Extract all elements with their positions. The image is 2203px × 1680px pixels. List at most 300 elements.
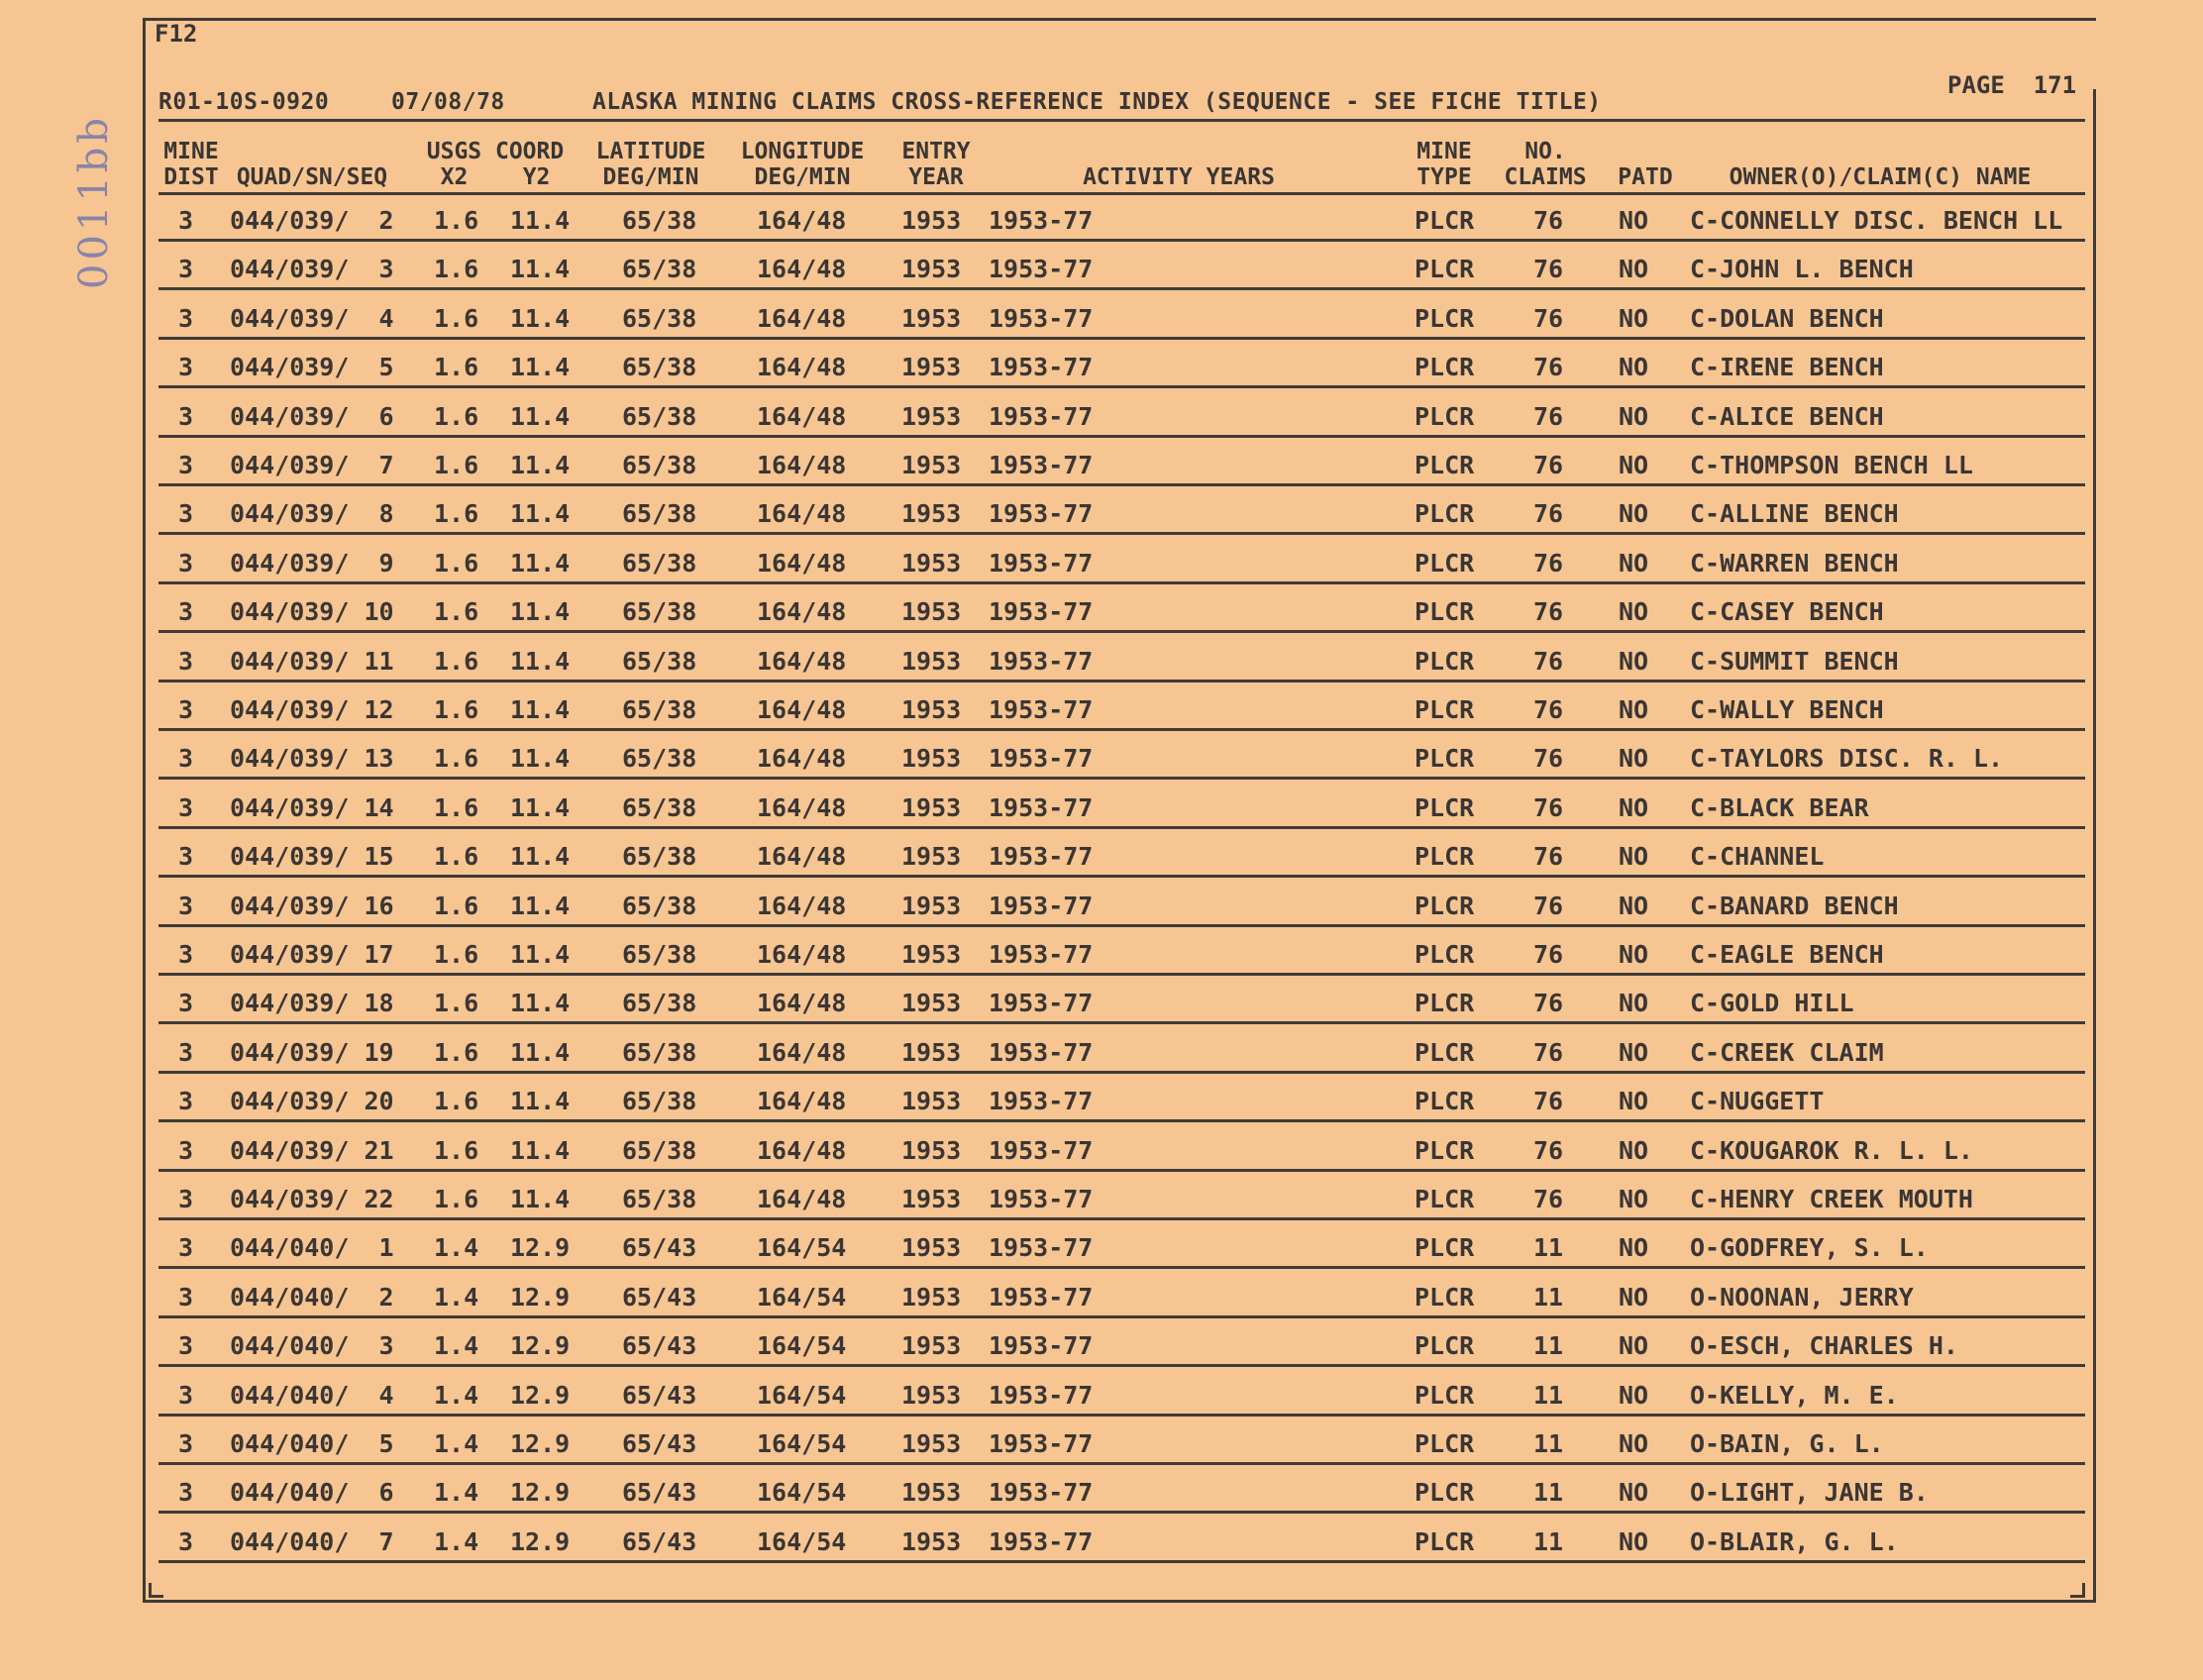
cell-entry: 1953 bbox=[901, 255, 962, 284]
col-entry-year: ENTRY YEAR bbox=[901, 139, 971, 190]
cell-activity: 1953-77 bbox=[989, 1526, 1094, 1556]
cell-lon: 164/54 bbox=[757, 1429, 847, 1458]
cell-dist: 3 bbox=[178, 499, 194, 529]
cell-activity: 1953-77 bbox=[989, 842, 1094, 872]
cell-dist: 3 bbox=[178, 1429, 194, 1458]
table-row bbox=[158, 687, 2085, 731]
cell-lon: 164/48 bbox=[757, 695, 847, 724]
cell-claims: 76 bbox=[1533, 1087, 1564, 1116]
cell-type: PLCR bbox=[1415, 1282, 1475, 1312]
cell-quad: 044/039/ 2 bbox=[230, 206, 394, 235]
cell-activity: 1953-77 bbox=[989, 1087, 1094, 1116]
cell-name: O-ESCH, CHARLES H. bbox=[1690, 1331, 1958, 1361]
cell-entry: 1953 bbox=[901, 1380, 962, 1410]
cell-lat: 65/38 bbox=[622, 842, 697, 872]
cell-y2: 12.9 bbox=[510, 1478, 571, 1508]
cell-y2: 11.4 bbox=[510, 744, 571, 774]
cell-y2: 11.4 bbox=[510, 255, 571, 284]
cell-lon: 164/54 bbox=[757, 1526, 847, 1556]
frame-left bbox=[143, 18, 146, 1603]
cell-lon: 164/48 bbox=[757, 451, 847, 479]
cell-lat: 65/43 bbox=[622, 1429, 697, 1458]
cell-claims: 76 bbox=[1533, 451, 1564, 479]
cell-y2: 11.4 bbox=[510, 353, 571, 382]
cell-name: C-KOUGAROK R. L. L. bbox=[1690, 1135, 1973, 1165]
cell-type: PLCR bbox=[1415, 1429, 1475, 1458]
table-row bbox=[158, 345, 2085, 388]
cell-quad: 044/039/ 9 bbox=[230, 548, 394, 578]
cell-lat: 65/38 bbox=[622, 451, 697, 479]
cell-type: PLCR bbox=[1415, 646, 1475, 676]
table-row bbox=[158, 1470, 2085, 1514]
table-row bbox=[158, 639, 2085, 682]
cell-dist: 3 bbox=[178, 989, 194, 1018]
cell-dist: 3 bbox=[178, 1380, 194, 1410]
cell-y2: 12.9 bbox=[510, 1429, 571, 1458]
table-row bbox=[158, 394, 2085, 438]
cell-patd: NO bbox=[1619, 548, 1649, 578]
cell-entry: 1953 bbox=[901, 401, 962, 431]
cell-patd: NO bbox=[1619, 646, 1649, 676]
cell-type: PLCR bbox=[1415, 597, 1475, 627]
cell-y2: 11.4 bbox=[510, 499, 571, 529]
cell-y2: 11.4 bbox=[510, 695, 571, 724]
cell-entry: 1953 bbox=[901, 1282, 962, 1312]
row-rule bbox=[158, 1462, 2085, 1465]
cell-type: PLCR bbox=[1415, 451, 1475, 479]
table-row bbox=[158, 1225, 2085, 1269]
cell-lat: 65/38 bbox=[622, 597, 697, 627]
cell-entry: 1953 bbox=[901, 891, 962, 920]
cell-lon: 164/54 bbox=[757, 1233, 847, 1263]
cell-claims: 11 bbox=[1533, 1380, 1564, 1410]
cell-entry: 1953 bbox=[901, 1087, 962, 1116]
cell-entry: 1953 bbox=[901, 1135, 962, 1165]
cell-quad: 044/040/ 2 bbox=[230, 1282, 394, 1312]
report-title: ALASKA MINING CLAIMS CROSS-REFERENCE INDEX (SEQUENCE - SEE FICHE TITLE) bbox=[592, 89, 1602, 115]
row-rule bbox=[158, 287, 2085, 290]
cell-name: C-WARREN BENCH bbox=[1690, 548, 1899, 578]
cell-type: PLCR bbox=[1415, 1233, 1475, 1263]
cell-quad: 044/040/ 6 bbox=[230, 1478, 394, 1508]
row-rule bbox=[158, 1364, 2085, 1367]
cell-patd: NO bbox=[1619, 451, 1649, 479]
cell-dist: 3 bbox=[178, 891, 194, 920]
frame-top bbox=[143, 18, 2096, 21]
cell-y2: 12.9 bbox=[510, 1233, 571, 1263]
cell-dist: 3 bbox=[178, 255, 194, 284]
report-date: 07/08/78 bbox=[391, 89, 505, 115]
cell-quad: 044/039/ 13 bbox=[230, 744, 394, 774]
cell-patd: NO bbox=[1619, 1037, 1649, 1067]
corner-mark-bottom-left bbox=[149, 1583, 163, 1598]
cell-activity: 1953-77 bbox=[989, 597, 1094, 627]
cell-y2: 12.9 bbox=[510, 1282, 571, 1312]
cell-lon: 164/48 bbox=[757, 1087, 847, 1116]
cell-dist: 3 bbox=[178, 1526, 194, 1556]
cell-name: O-BLAIR, G. L. bbox=[1690, 1526, 1899, 1556]
cell-patd: NO bbox=[1619, 1478, 1649, 1508]
row-rule bbox=[158, 728, 2085, 731]
cell-name: C-ALICE BENCH bbox=[1690, 401, 1884, 431]
cell-lon: 164/48 bbox=[757, 989, 847, 1018]
cell-patd: NO bbox=[1619, 744, 1649, 774]
cell-activity: 1953-77 bbox=[989, 792, 1094, 822]
cell-dist: 3 bbox=[178, 1331, 194, 1361]
cell-type: PLCR bbox=[1415, 499, 1475, 529]
cell-type: PLCR bbox=[1415, 1185, 1475, 1213]
cell-activity: 1953-77 bbox=[989, 989, 1094, 1018]
cell-name: C-NUGGETT bbox=[1690, 1087, 1825, 1116]
cell-name: C-EAGLE BENCH bbox=[1690, 940, 1884, 969]
cell-quad: 044/039/ 19 bbox=[230, 1037, 394, 1067]
cell-name: O-GODFREY, S. L. bbox=[1690, 1233, 1929, 1263]
cell-entry: 1953 bbox=[901, 1331, 962, 1361]
table-row bbox=[158, 981, 2085, 1024]
cell-lon: 164/48 bbox=[757, 891, 847, 920]
cell-claims: 76 bbox=[1533, 1135, 1564, 1165]
cell-dist: 3 bbox=[178, 451, 194, 479]
page-indicator bbox=[1947, 71, 2076, 99]
cell-lat: 65/43 bbox=[622, 1526, 697, 1556]
cell-activity: 1953-77 bbox=[989, 255, 1094, 284]
cell-x2: 1.6 bbox=[434, 401, 479, 431]
cell-entry: 1953 bbox=[901, 1478, 962, 1508]
cell-entry: 1953 bbox=[901, 695, 962, 724]
cell-y2: 11.4 bbox=[510, 646, 571, 676]
cell-patd: NO bbox=[1619, 695, 1649, 724]
cell-entry: 1953 bbox=[901, 1185, 962, 1213]
table-row bbox=[158, 589, 2085, 633]
cell-dist: 3 bbox=[178, 940, 194, 969]
cell-claims: 76 bbox=[1533, 255, 1564, 284]
cell-dist: 3 bbox=[178, 1135, 194, 1165]
col-quad: QUAD/SN/SEQ bbox=[236, 164, 388, 190]
cell-patd: NO bbox=[1619, 842, 1649, 872]
cell-quad: 044/039/ 6 bbox=[230, 401, 394, 431]
table-row bbox=[158, 1128, 2085, 1172]
row-rule bbox=[158, 630, 2085, 633]
cell-name: C-CREEK CLAIM bbox=[1690, 1037, 1884, 1067]
cell-x2: 1.6 bbox=[434, 451, 479, 479]
cell-lat: 65/38 bbox=[622, 744, 697, 774]
cell-activity: 1953-77 bbox=[989, 1380, 1094, 1410]
cell-type: PLCR bbox=[1415, 1331, 1475, 1361]
row-rule bbox=[158, 1217, 2085, 1220]
table-row bbox=[158, 884, 2085, 927]
cell-activity: 1953-77 bbox=[989, 1135, 1094, 1165]
cell-patd: NO bbox=[1619, 1526, 1649, 1556]
cell-x2: 1.4 bbox=[434, 1429, 479, 1458]
cell-lat: 65/38 bbox=[622, 940, 697, 969]
cell-lat: 65/43 bbox=[622, 1478, 697, 1508]
cell-x2: 1.6 bbox=[434, 1135, 479, 1165]
row-rule bbox=[158, 532, 2085, 535]
cell-lon: 164/48 bbox=[757, 1185, 847, 1213]
cell-dist: 3 bbox=[178, 548, 194, 578]
cell-x2: 1.6 bbox=[434, 695, 479, 724]
cell-x2: 1.6 bbox=[434, 989, 479, 1018]
cell-x2: 1.4 bbox=[434, 1233, 479, 1263]
table-row bbox=[158, 1421, 2085, 1465]
cell-x2: 1.6 bbox=[434, 1037, 479, 1067]
row-rule bbox=[158, 1560, 2085, 1563]
cell-y2: 11.4 bbox=[510, 1135, 571, 1165]
cell-quad: 044/039/ 11 bbox=[230, 646, 394, 676]
row-rule bbox=[158, 924, 2085, 927]
cell-type: PLCR bbox=[1415, 792, 1475, 822]
cell-entry: 1953 bbox=[901, 353, 962, 382]
cell-lon: 164/48 bbox=[757, 842, 847, 872]
cell-entry: 1953 bbox=[901, 646, 962, 676]
cell-y2: 11.4 bbox=[510, 451, 571, 479]
cell-lat: 65/38 bbox=[622, 401, 697, 431]
cell-patd: NO bbox=[1619, 989, 1649, 1018]
cell-x2: 1.6 bbox=[434, 597, 479, 627]
cell-type: PLCR bbox=[1415, 401, 1475, 431]
cell-lon: 164/54 bbox=[757, 1331, 847, 1361]
cell-dist: 3 bbox=[178, 597, 194, 627]
cell-lat: 65/43 bbox=[622, 1380, 697, 1410]
cell-dist: 3 bbox=[178, 303, 194, 333]
table-row bbox=[158, 296, 2085, 340]
col-latitude: LATITUDE DEG/MIN bbox=[595, 139, 706, 190]
cell-lon: 164/54 bbox=[757, 1478, 847, 1508]
cell-patd: NO bbox=[1619, 1185, 1649, 1213]
cell-lon: 164/54 bbox=[757, 1380, 847, 1410]
cell-x2: 1.6 bbox=[434, 940, 479, 969]
col-mine-dist: MINE DIST bbox=[163, 139, 219, 190]
cell-lat: 65/38 bbox=[622, 353, 697, 382]
cell-lat: 65/38 bbox=[622, 206, 697, 235]
cell-claims: 76 bbox=[1533, 401, 1564, 431]
cell-lat: 65/38 bbox=[622, 1087, 697, 1116]
cell-activity: 1953-77 bbox=[989, 1233, 1094, 1263]
table-row bbox=[158, 443, 2085, 486]
cell-activity: 1953-77 bbox=[989, 499, 1094, 529]
cell-claims: 11 bbox=[1533, 1478, 1564, 1508]
row-rule bbox=[158, 385, 2085, 388]
cell-name: C-BLACK BEAR bbox=[1690, 792, 1869, 822]
cell-dist: 3 bbox=[178, 1233, 194, 1263]
row-rule bbox=[158, 1119, 2085, 1122]
cell-claims: 76 bbox=[1533, 1037, 1564, 1067]
cell-dist: 3 bbox=[178, 1478, 194, 1508]
cell-patd: NO bbox=[1619, 401, 1649, 431]
cell-x2: 1.6 bbox=[434, 792, 479, 822]
col-patd: PATD bbox=[1618, 164, 1673, 190]
cell-entry: 1953 bbox=[901, 1037, 962, 1067]
cell-dist: 3 bbox=[178, 206, 194, 235]
table-row bbox=[158, 247, 2085, 290]
cell-y2: 11.4 bbox=[510, 989, 571, 1018]
row-rule bbox=[158, 973, 2085, 976]
cell-patd: NO bbox=[1619, 1429, 1649, 1458]
cell-y2: 11.4 bbox=[510, 792, 571, 822]
cell-lon: 164/48 bbox=[757, 744, 847, 774]
cell-dist: 3 bbox=[178, 1185, 194, 1213]
table-row bbox=[158, 736, 2085, 780]
cell-name: O-LIGHT, JANE B. bbox=[1690, 1478, 1929, 1508]
table-row bbox=[158, 1177, 2085, 1220]
cell-type: PLCR bbox=[1415, 940, 1475, 969]
cell-lat: 65/38 bbox=[622, 891, 697, 920]
page-number: 171 bbox=[2033, 71, 2077, 99]
cell-lat: 65/38 bbox=[622, 1037, 697, 1067]
cell-claims: 11 bbox=[1533, 1429, 1564, 1458]
cell-x2: 1.6 bbox=[434, 842, 479, 872]
cell-lon: 164/48 bbox=[757, 548, 847, 578]
cell-activity: 1953-77 bbox=[989, 401, 1094, 431]
cell-type: PLCR bbox=[1415, 842, 1475, 872]
cell-quad: 044/039/ 18 bbox=[230, 989, 394, 1018]
cell-entry: 1953 bbox=[901, 842, 962, 872]
cell-y2: 11.4 bbox=[510, 401, 571, 431]
row-rule bbox=[158, 1266, 2085, 1269]
cell-claims: 76 bbox=[1533, 353, 1564, 382]
cell-lon: 164/48 bbox=[757, 206, 847, 235]
cell-quad: 044/039/ 4 bbox=[230, 303, 394, 333]
table-row bbox=[158, 932, 2085, 976]
cell-lon: 164/48 bbox=[757, 597, 847, 627]
cell-patd: NO bbox=[1619, 1331, 1649, 1361]
cell-activity: 1953-77 bbox=[989, 1478, 1094, 1508]
cell-lat: 65/38 bbox=[622, 499, 697, 529]
cell-quad: 044/039/ 8 bbox=[230, 499, 394, 529]
cell-entry: 1953 bbox=[901, 1233, 962, 1263]
cell-lon: 164/48 bbox=[757, 353, 847, 382]
row-rule bbox=[158, 777, 2085, 780]
cell-type: PLCR bbox=[1415, 255, 1475, 284]
cell-activity: 1953-77 bbox=[989, 646, 1094, 676]
cell-claims: 11 bbox=[1533, 1331, 1564, 1361]
cell-patd: NO bbox=[1619, 1233, 1649, 1263]
cell-activity: 1953-77 bbox=[989, 1331, 1094, 1361]
cell-entry: 1953 bbox=[901, 1429, 962, 1458]
cell-y2: 11.4 bbox=[510, 597, 571, 627]
cell-patd: NO bbox=[1619, 597, 1649, 627]
row-rule bbox=[158, 1021, 2085, 1024]
cell-claims: 11 bbox=[1533, 1233, 1564, 1263]
cell-quad: 044/039/ 16 bbox=[230, 891, 394, 920]
cell-x2: 1.4 bbox=[434, 1526, 479, 1556]
cell-x2: 1.6 bbox=[434, 255, 479, 284]
row-rule bbox=[158, 1414, 2085, 1417]
page-label: PAGE bbox=[1947, 71, 2005, 99]
fiche-label: F12 bbox=[155, 20, 198, 48]
cell-entry: 1953 bbox=[901, 597, 962, 627]
cell-name: O-KELLY, M. E. bbox=[1690, 1380, 1899, 1410]
cell-quad: 044/039/ 17 bbox=[230, 940, 394, 969]
row-rule bbox=[158, 1511, 2085, 1514]
cell-claims: 76 bbox=[1533, 891, 1564, 920]
cell-lon: 164/48 bbox=[757, 499, 847, 529]
cell-entry: 1953 bbox=[901, 206, 962, 235]
cell-type: PLCR bbox=[1415, 1037, 1475, 1067]
cell-lon: 164/48 bbox=[757, 646, 847, 676]
cell-claims: 76 bbox=[1533, 744, 1564, 774]
cell-y2: 11.4 bbox=[510, 303, 571, 333]
cell-quad: 044/040/ 4 bbox=[230, 1380, 394, 1410]
cell-quad: 044/039/ 22 bbox=[230, 1185, 394, 1213]
cell-y2: 11.4 bbox=[510, 891, 571, 920]
col-owner-claim-name: OWNER(O)/CLAIM(C) NAME bbox=[1729, 164, 2032, 190]
cell-name: C-DOLAN BENCH bbox=[1690, 303, 1884, 333]
cell-entry: 1953 bbox=[901, 940, 962, 969]
cell-name: C-TAYLORS DISC. R. L. bbox=[1690, 744, 2004, 774]
cell-patd: NO bbox=[1619, 1135, 1649, 1165]
cell-activity: 1953-77 bbox=[989, 695, 1094, 724]
cell-y2: 11.4 bbox=[510, 1037, 571, 1067]
cell-lon: 164/48 bbox=[757, 401, 847, 431]
cell-lon: 164/54 bbox=[757, 1282, 847, 1312]
cell-lon: 164/48 bbox=[757, 1135, 847, 1165]
cell-activity: 1953-77 bbox=[989, 1429, 1094, 1458]
row-rule bbox=[158, 1315, 2085, 1318]
cell-x2: 1.6 bbox=[434, 646, 479, 676]
cell-claims: 76 bbox=[1533, 646, 1564, 676]
cell-y2: 12.9 bbox=[510, 1526, 571, 1556]
cell-quad: 044/039/ 10 bbox=[230, 597, 394, 627]
cell-activity: 1953-77 bbox=[989, 1185, 1094, 1213]
table-row bbox=[158, 1323, 2085, 1367]
cell-x2: 1.6 bbox=[434, 353, 479, 382]
cell-quad: 044/040/ 3 bbox=[230, 1331, 394, 1361]
cell-lat: 65/38 bbox=[622, 646, 697, 676]
cell-x2: 1.6 bbox=[434, 1185, 479, 1213]
cell-claims: 76 bbox=[1533, 548, 1564, 578]
cell-x2: 1.4 bbox=[434, 1331, 479, 1361]
cell-dist: 3 bbox=[178, 842, 194, 872]
cell-x2: 1.6 bbox=[434, 548, 479, 578]
cell-name: C-THOMPSON BENCH LL bbox=[1690, 451, 1973, 479]
col-usgs-coord: USGS COORD X2 Y2 bbox=[426, 139, 565, 190]
cell-claims: 11 bbox=[1533, 1526, 1564, 1556]
row-rule bbox=[158, 239, 2085, 242]
cell-claims: 76 bbox=[1533, 499, 1564, 529]
row-rule bbox=[158, 826, 2085, 829]
cell-dist: 3 bbox=[178, 1037, 194, 1067]
cell-quad: 044/039/ 5 bbox=[230, 353, 394, 382]
cell-dist: 3 bbox=[178, 695, 194, 724]
cell-claims: 76 bbox=[1533, 842, 1564, 872]
cell-activity: 1953-77 bbox=[989, 891, 1094, 920]
cell-lon: 164/48 bbox=[757, 940, 847, 969]
cell-y2: 12.9 bbox=[510, 1331, 571, 1361]
cell-claims: 76 bbox=[1533, 940, 1564, 969]
cell-entry: 1953 bbox=[901, 499, 962, 529]
cell-patd: NO bbox=[1619, 353, 1649, 382]
cell-quad: 044/039/ 12 bbox=[230, 695, 394, 724]
cell-lat: 65/43 bbox=[622, 1331, 697, 1361]
row-rule bbox=[158, 337, 2085, 340]
cell-entry: 1953 bbox=[901, 744, 962, 774]
cell-activity: 1953-77 bbox=[989, 353, 1094, 382]
cell-type: PLCR bbox=[1415, 1478, 1475, 1508]
cell-dist: 3 bbox=[178, 401, 194, 431]
cell-type: PLCR bbox=[1415, 548, 1475, 578]
cell-y2: 11.4 bbox=[510, 842, 571, 872]
col-longitude: LONGITUDE DEG/MIN bbox=[740, 139, 865, 190]
cell-quad: 044/040/ 7 bbox=[230, 1526, 394, 1556]
cell-dist: 3 bbox=[178, 744, 194, 774]
cell-patd: NO bbox=[1619, 499, 1649, 529]
cell-type: PLCR bbox=[1415, 353, 1475, 382]
cell-quad: 044/039/ 21 bbox=[230, 1135, 394, 1165]
cell-name: C-JOHN L. BENCH bbox=[1690, 255, 1914, 284]
cell-patd: NO bbox=[1619, 1282, 1649, 1312]
cell-y2: 11.4 bbox=[510, 1087, 571, 1116]
